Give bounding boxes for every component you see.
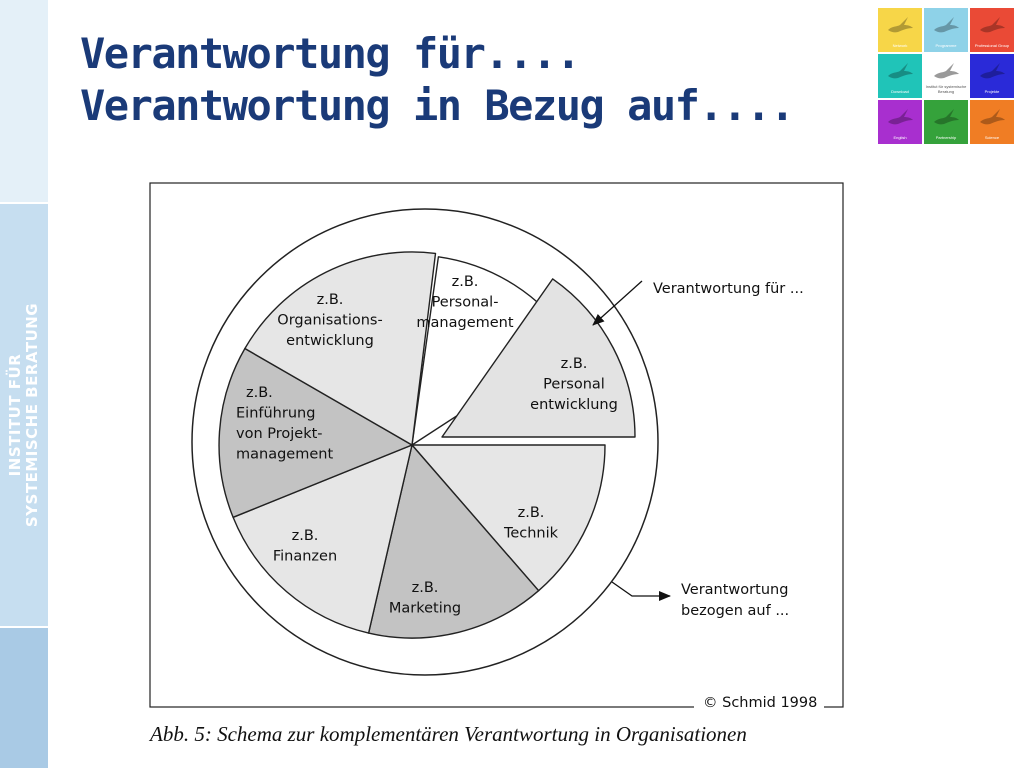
logo-tile-label: Professional Group	[974, 43, 1010, 48]
copyright-text: © Schmid 1998	[703, 695, 818, 711]
logo-tile-label: Download	[891, 89, 909, 94]
segment-label-line: z.B.	[517, 505, 545, 521]
segment-label-line: Personal	[543, 376, 605, 393]
segment-label-line: z.B.	[451, 274, 479, 290]
segment-label-line: z.B.	[411, 580, 439, 596]
segment-label-line: entwicklung	[530, 397, 618, 413]
segment-label-line: Organisations-	[277, 312, 383, 329]
segment-label-line: management	[236, 446, 334, 463]
figure-caption: Abb. 5: Schema zur komplementären Verantwortung in Organisationen	[150, 722, 747, 746]
sidebar-line-2: SYSTEMISCHE BERATUNG	[23, 302, 41, 528]
logo-tile-label: Partnership	[935, 135, 957, 140]
segment-label-line: management	[416, 315, 514, 331]
title-line-2: Verantwortung in Bezug auf....	[80, 81, 794, 130]
logo-tile-label: Programme	[935, 43, 957, 48]
segment-label-line: von Projekt-	[236, 426, 323, 442]
segment-label-line: Technik	[503, 525, 559, 542]
segment-label-line: Personal-	[431, 294, 499, 311]
callout-bottom-line-2: bezogen auf ...	[681, 603, 790, 619]
segment-label-line: z.B.	[560, 356, 588, 372]
segment-label-line: z.B.	[246, 385, 273, 401]
segment-label-line: z.B.	[291, 528, 319, 544]
segment-label-line: Marketing	[388, 600, 462, 617]
callout-top-text: Verantwortung für ...	[653, 281, 804, 297]
callout-bottom-line-1: Verantwortung	[681, 582, 789, 598]
sidebar-line-1: INSTITUT FÜR	[6, 353, 24, 477]
logo-tile-label: Science	[984, 135, 1000, 140]
title-line-1: Verantwortung für....	[80, 29, 580, 78]
logo-tile-label: Network	[892, 43, 908, 48]
logo-tile-label: Institut für systemische Beratung	[925, 84, 967, 94]
segment-label-line: entwicklung	[286, 333, 374, 349]
segment-label-line: Einführung	[236, 405, 316, 422]
segment-label-line: z.B.	[316, 292, 344, 308]
logo-tile-label: English	[893, 135, 907, 140]
logo-tile-label: Projekte	[984, 89, 1000, 94]
segment-label-line: Finanzen	[272, 548, 338, 565]
